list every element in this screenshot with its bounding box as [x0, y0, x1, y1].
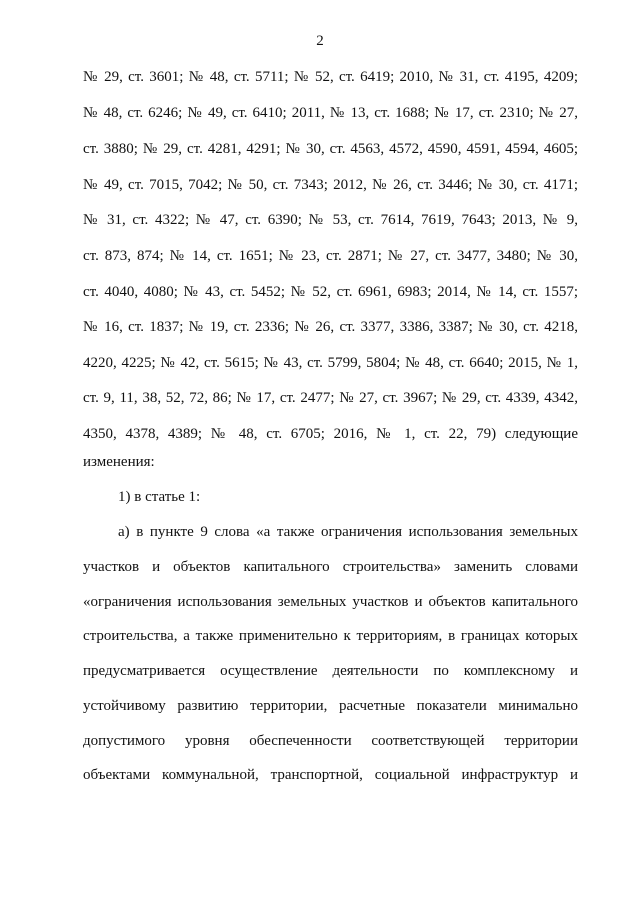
text-line: участков и объектов капитального строительства» заменить словами: [83, 559, 578, 575]
text-line: 1) в статье 1:: [118, 489, 201, 505]
text-line: изменения:: [83, 454, 155, 470]
text-line: ст. 9, 11, 38, 52, 72, 86; № 17, ст. 2477; № 27, ст. 3967; № 29, ст. 4339, 4342,: [83, 390, 578, 406]
text-line: ст. 4040, 4080; № 43, ст. 5452; № 52, ст. 6961, 6983; 2014, № 14, ст. 1557;: [83, 284, 578, 300]
text-line: № 29, ст. 3601; № 48, ст. 5711; № 52, ст. 6419; 2010, № 31, ст. 4195, 4209;: [83, 69, 578, 85]
text-line: объектами коммунальной, транспортной, социальной инфраструктур и: [83, 767, 578, 783]
text-line: ст. 873, 874; № 14, ст. 1651; № 23, ст. 2871; № 27, ст. 3477, 3480; № 30,: [83, 248, 578, 264]
text-line: ст. 3880; № 29, ст. 4281, 4291; № 30, ст. 4563, 4572, 4590, 4591, 4594, 4605;: [83, 141, 578, 157]
text-line: строительства, а также применительно к территориям, в границах которых: [83, 628, 578, 644]
page-number: 2: [316, 33, 324, 49]
text-line: № 16, ст. 1837; № 19, ст. 2336; № 26, ст. 3377, 3386, 3387; № 30, ст. 4218,: [83, 319, 578, 335]
text-line: а) в пункте 9 слова «а также ограничения использования земельных: [118, 524, 578, 540]
text-line: «ограничения использования земельных участков и объектов капитального: [83, 594, 578, 610]
text-line: 4350, 4378, 4389; № 48, ст. 6705; 2016, № 1, ст. 22, 79) следующие: [83, 426, 578, 442]
text-line: устойчивому развитию территории, расчетные показатели минимально: [83, 698, 578, 714]
text-line: 4220, 4225; № 42, ст. 5615; № 43, ст. 5799, 5804; № 48, ст. 6640; 2015, № 1,: [83, 355, 578, 371]
text-line: № 48, ст. 6246; № 49, ст. 6410; 2011, № 13, ст. 1688; № 17, ст. 2310; № 27,: [83, 105, 578, 121]
text-line: предусматривается осуществление деятельности по комплексному и: [83, 663, 578, 679]
text-line: № 31, ст. 4322; № 47, ст. 6390; № 53, ст. 7614, 7619, 7643; 2013, № 9,: [83, 212, 578, 228]
text-line: допустимого уровня обеспеченности соответствующей территории: [83, 733, 578, 749]
text-line: № 49, ст. 7015, 7042; № 50, ст. 7343; 2012, № 26, ст. 3446; № 30, ст. 4171;: [83, 177, 578, 193]
